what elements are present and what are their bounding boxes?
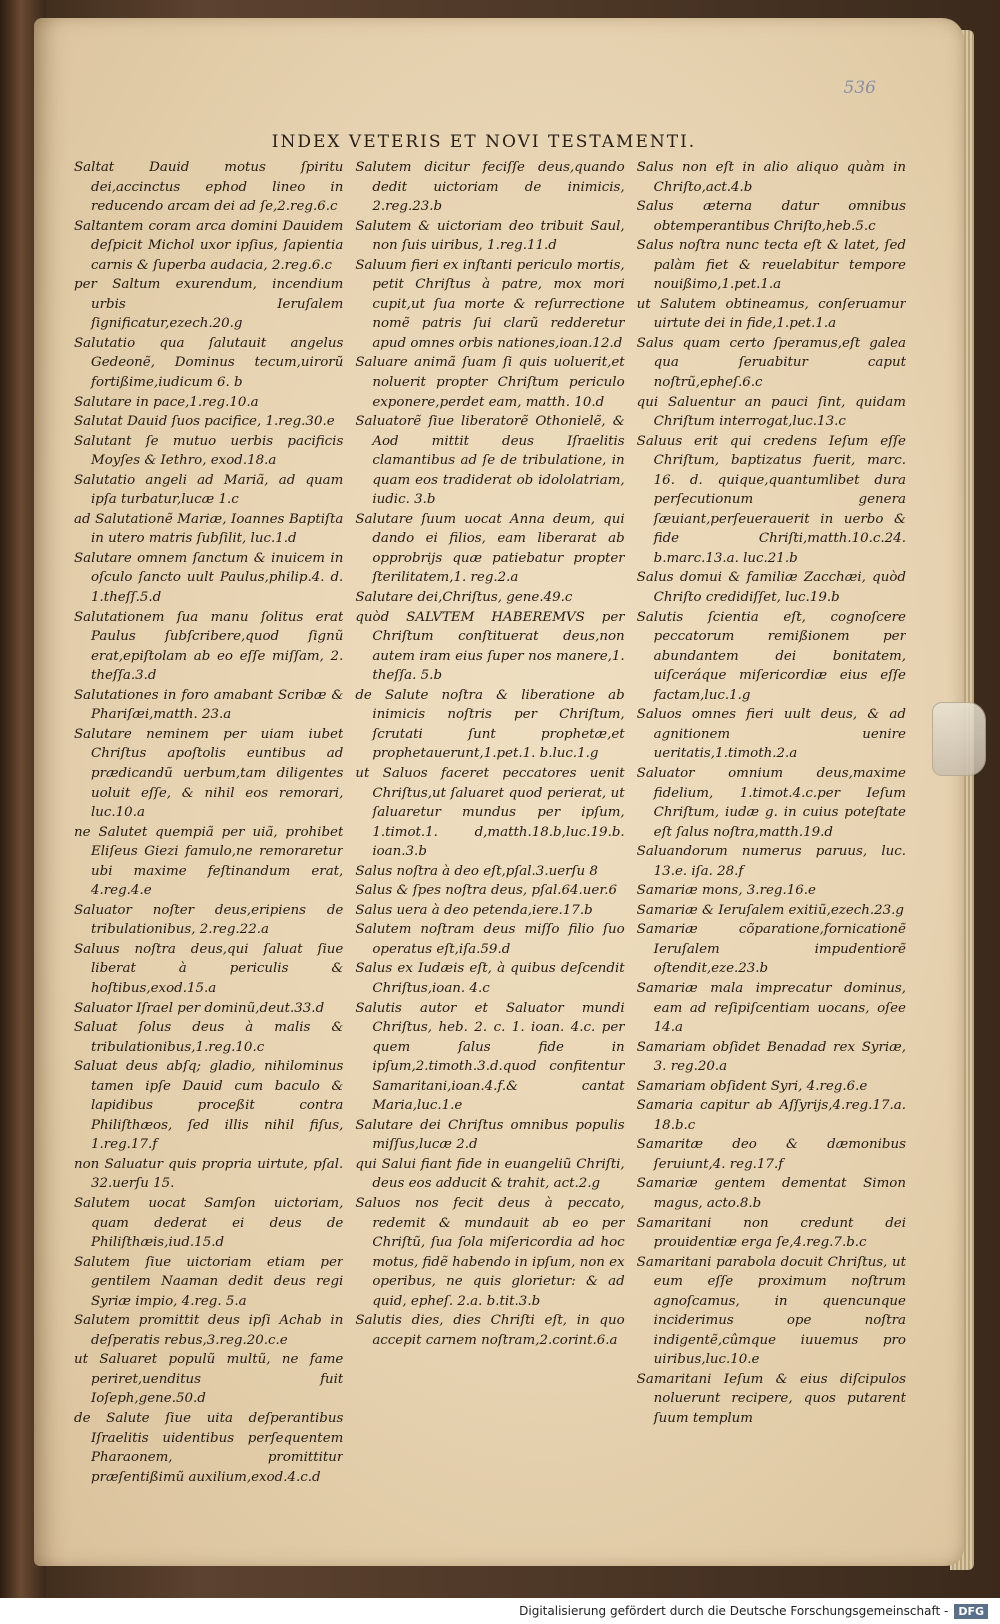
index-entry: ut Saluos faceret peccatores uenit Chriſtus,ut ſaluaret quod perierat, ut ſaluaretur mundus per ipſum, 1.timot.1. d,matth.18.b,luc.19.b. ioan.3.b — [355, 765, 625, 860]
index-entry: Salus non eſt in alio aliquo quàm in Chriſto,act.4.b — [636, 160, 906, 195]
index-entry: Saluus erit qui credens Ieſum eſſe Chriſtum, baptizatus fuerit, marc. 16. d. quique,quantumlibet dura perſecutionum genera ſæuiant,perſeuerauerit in uerbo & fide Chriſti,matth.10.c.24. b.marc.13.a. luc.21.b — [636, 433, 906, 566]
index-entry: Salus uera à deo petenda,iere.17.b — [355, 902, 593, 918]
index-entry: ut Saluaret populũ multũ, ne fame periret,uenditus fuit Ioſeph,gene.50.d — [74, 1352, 344, 1407]
footer-credit: Digitalisierung gefördert durch die Deutsche Forschungsgemeinschaft - — [519, 1604, 949, 1618]
index-entry: Saluator noſter deus,eripiens de tribulationibus, 2.reg.22.a — [74, 902, 344, 938]
folio-number: 536 — [843, 78, 876, 98]
index-entry: Salutem noſtram deus miſſo filio ſuo operatus eſt,iſa.59.d — [355, 922, 625, 957]
index-entry: Salus noſtra à deo eſt,pſal.3.uerſu 8 — [355, 863, 598, 879]
index-entry: quòd SALVTEM HABEREMVS per Chriſtum conſtituerat deus,non autem iram eius ſuper nos manere,1. theſſa. 5.b — [355, 609, 625, 684]
index-entry: Salutare dei Chriſtus omnibus populis miſſus,lucæ 2.d — [355, 1117, 625, 1153]
index-entry: Salutatio qua ſalutauit angelus Gedeonẽ, Dominus tecum,uirorũ fortißime,iudicum 6. b — [74, 335, 344, 391]
index-entry: Salutare in pace,1.reg.10.a — [74, 394, 259, 410]
index-entry: Salus quam certo ſperamus,eſt galea qua ſeruabitur caput noſtrũ,epheſ.6.c — [636, 335, 906, 391]
index-entry: Salutis ſcientia eſt, cognoſcere peccatorum remißionem per abundantem dei bonitatem, uiſceráque miſericordiæ eius eſſe factam,luc.1.g — [636, 609, 906, 703]
index-column-2 — [355, 158, 624, 1528]
index-entry: Samariæ mala imprecatur dominus, eam ad reſipiſcentiam uocans, oſee 14.a — [636, 980, 906, 1036]
index-entry: qui Saluentur an pauci ſint, quidam Chriſtum interrogat,luc.13.c — [636, 394, 906, 430]
index-entry: Saluatorẽ ſiue liberatorẽ Othonielẽ, & Aod mittit deus Iſraelitis clamantibus ad ſe de tribulatione, in quam eos tradiderat ob idololatriam, iudic. 3.b — [355, 414, 625, 508]
index-entry: Saluus noſtra deus,qui ſaluat ſiue liberat à periculis & hoſtibus,exod.15.a — [74, 941, 344, 996]
index-entry: Salutant ſe mutuo uerbis pacificis Moyſes & Iethro, exod.18.a — [74, 433, 344, 469]
index-entry: Saluat deus abſq; gladio, nihilominus tamen ipſe Dauid cum baculo & lapidibus proceßit contra Philiſthæos, ſed illis nihil fiſus, 1.reg.17.f — [74, 1059, 344, 1153]
index-entry: Salutationem ſua manu ſolitus erat Paulus ſubſcribere,quod ſignũ erat,epiſtolam ab eo eſſe miſſam, 2. theſſa.3.d — [74, 609, 344, 684]
index-entry: Salutem promittit deus ipſi Achab in deſperatis rebus,3.reg.20.c.e — [74, 1313, 344, 1348]
index-entry: per Saltum exurendum, incendium urbis Ieruſalem ſignificatur,ezech.20.g — [74, 277, 344, 332]
index-entry: Samaritani Ieſum & eius diſcipulos noluerunt recipere, quos putarent ſuum templum — [636, 1371, 906, 1426]
index-column-1 — [74, 158, 343, 1528]
index-entry: Saluos nos fecit deus à peccato, redemit & mundauit ab eo per Chriſtũ, ſua ſola miſericordia ad hoc motus, fidẽ habendo in ipſum, non ex operibus, ne quis glorietur: & ad quid, epheſ. 2.a. b.tit.3.b — [355, 1195, 625, 1309]
index-entry: Saluare animã ſuam ſi quis uoluerit,et noluerit propter Chriſtum periculo exponere,perdet eam, matth. 10.d — [355, 355, 625, 410]
index-entry: Saluat ſolus deus à malis & tribulationibus,1.reg.10.c — [74, 1020, 344, 1055]
dfg-logo: DFG — [954, 1604, 988, 1619]
index-entry: Saltantem coram arca domini Dauidem deſpicit Michol uxor ipſius, ſapientia carnis & ſuperba audacia, 2.reg.6.c — [74, 218, 344, 273]
index-entry: de Salute ſiue uita deſperantibus Iſraelitis uidentibus perſequentem Pharaonem, promittitur præſentißimũ auxilium,exod.4.c.d — [74, 1411, 344, 1485]
index-entry: Salutem dicitur feciſſe deus,quando dedit uictoriam de inimicis, 2.reg.23.b — [355, 160, 625, 215]
index-entry: Salutare neminem per uiam iubet Chriſtus apoſtolis euntibus ad prædicandũ uerbum,tam diligentes uoluit eſſe, & nihil eos remorari, luc.10.a — [74, 726, 344, 821]
index-entry: Salus ex Iudæis eſt, à quibus deſcendit Chriſtus,ioan. 4.c — [355, 961, 625, 996]
index-entry: Samaritani parabola docuit Chriſtus, ut eum eſſe proximum noſtrum agnoſcamus, in quencunque inciderimus ope noſtra indigentẽ,cûmque iuuemus pro uiribus,luc.10.e — [636, 1254, 906, 1368]
index-entry: ad Salutationẽ Mariæ, Ioannes Baptiſta in utero matris ſubſilit, luc.1.d — [74, 511, 344, 547]
index-entry: Salutis autor et Saluator mundi Chriſtus, heb. 2. c. 1. ioan. 4.c. per quem ſalus fide in ipſum,2.timoth.3.d.quod confitentur Samaritani,ioan.4.f.& cantat Maria,luc.1.e — [355, 1000, 625, 1114]
index-entry: Samariæ mons, 3.reg.16.e — [636, 883, 816, 899]
index-columns — [74, 158, 906, 1528]
index-entry: Saltat Dauid motus ſpiritu dei,accinctus ephod lineo in reducendo arcam dei ad ſe,2.reg.6.c — [74, 160, 344, 215]
index-entry: Samariæ cõparatione,fornicationẽ Ieruſalem impudentiorẽ oſtendit,eze.23.b — [636, 922, 906, 977]
index-entry: qui Salui fiant fide in euangeliũ Chriſti, deus eos adducit & trahit, act.2.g — [355, 1156, 625, 1192]
index-entry: Salus & ſpes noſtra deus, pſal.64.uer.6 — [355, 883, 618, 899]
index-entry: Salutem uocat Samſon uictoriam, quam dederat ei deus de Philiſthæis,iud.15.d — [74, 1195, 344, 1251]
index-entry: de Salute noſtra & liberatione ab inimicis noſtris per Chriſtum, ſcrutati ſunt prophetæ,et prophetauerunt,1.pet.1. b.luc.1.g — [355, 687, 625, 762]
index-entry: Samariæ & Ieruſalem exitiũ,ezech.23.g — [636, 902, 904, 918]
index-entry: Saluandorum numerus paruus, luc. 13.e. iſa. 28.f — [636, 844, 906, 879]
index-entry: Salutare dei,Chriſtus, gene.49.c — [355, 590, 573, 606]
index-entry: Salutis dies, dies Chriſti eſt, in quo accepit carnem noſtram,2.corint.6.a — [355, 1313, 625, 1348]
index-entry: non Saluatur quis propria uirtute, pſal. 32.uerſu 15. — [74, 1156, 344, 1192]
index-entry: Samariæ gentem dementat Simon magus, acto.8.b — [636, 1176, 906, 1211]
index-entry: Saluos omnes fieri uult deus, & ad agnitionem uenire ueritatis,1.timoth.2.a — [636, 707, 906, 762]
index-entry: Salutare omnem ſanctum & inuicem in oſculo ſancto uult Paulus,philip.4. d. 1.theſſ.5.d — [74, 550, 344, 606]
index-entry: Salus noſtra nunc tecta eſt & latet, ſed palàm fiet & reuelabitur tempore nouißimo,1.pet.1.a — [636, 238, 906, 293]
index-entry: ut Salutem obtineamus, conſeruamur uirtute dei in fide,1.pet.1.a — [636, 296, 906, 332]
index-entry: Salutationes in foro amabant Scribæ & Phariſæi,matth. 23.a — [74, 687, 344, 723]
index-entry: Samaria capitur ab Aſſyrijs,4.reg.17.a. 18.b.c — [636, 1098, 906, 1133]
running-head: INDEX VETERIS ET NOVI TESTAMENTI. — [271, 132, 697, 152]
page-marker-tab — [932, 702, 986, 776]
index-entry: Salus æterna datur omnibus obtemperantibus Chriſto,heb.5.c — [636, 199, 906, 234]
index-entry: Salus domui & familiæ Zacchæi, quòd Chriſto credidiſſet, luc.19.b — [636, 570, 906, 606]
digitization-footer — [0, 1598, 1000, 1624]
index-entry: Saluum fieri ex inſtanti periculo mortis, petit Chriſtus à patre, mox mori cupit,ut ſua morte & reſurrectione nomẽ patris ſui clarũ redderetur apud omnes orbis nationes,ioan.12.d — [355, 257, 625, 351]
index-entry: ne Salutet quempiã per uiã, prohibet Eliſeus Giezi famulo,ne remoraretur ubi maxime feſtinandum erat, 4.reg.4.e — [74, 824, 344, 899]
index-entry: Salutare ſuum uocat Anna deum, qui dando ei filios, eam liberarat ab opprobrijs quæ patiebatur propter ſterilitatem,1. reg.2.a — [355, 511, 625, 586]
index-entry: Salutatio angeli ad Mariã, ad quam ipſa turbatur,lucæ 1.c — [74, 472, 344, 508]
index-entry: Salutat Dauid ſuos pacifice, 1.reg.30.e — [74, 414, 335, 430]
index-entry: Salutem ſiue uictoriam etiam per gentilem Naaman dedit deus regi Syriæ impio, 4.reg. 5.a — [74, 1254, 344, 1309]
index-entry: Samaritæ deo & dæmonibus ſeruiunt,4. reg.17.f — [636, 1137, 906, 1172]
index-column-3 — [637, 158, 906, 1528]
index-entry: Salutem & uictoriam deo tribuit Saul, non ſuis uiribus, 1.reg.11.d — [355, 218, 625, 254]
index-entry: Samariam obſident Syri, 4.reg.6.e — [636, 1078, 868, 1094]
index-entry: Samaritani non credunt dei prouidentiæ erga ſe,4.reg.7.b.c — [636, 1215, 906, 1251]
index-entry: Saluator Iſrael per dominũ,deut.33.d — [74, 1000, 325, 1016]
book-page — [34, 18, 964, 1566]
index-entry: Saluator omnium deus,maxime fidelium, 1.timot.4.c.per Ieſum Chriſtum, iudæ g. in cuius poteſtate eſt ſalus noſtra,matth.19.d — [636, 765, 906, 840]
index-entry: Samariam obſidet Benadad rex Syriæ, 3. reg.20.a — [636, 1039, 906, 1075]
